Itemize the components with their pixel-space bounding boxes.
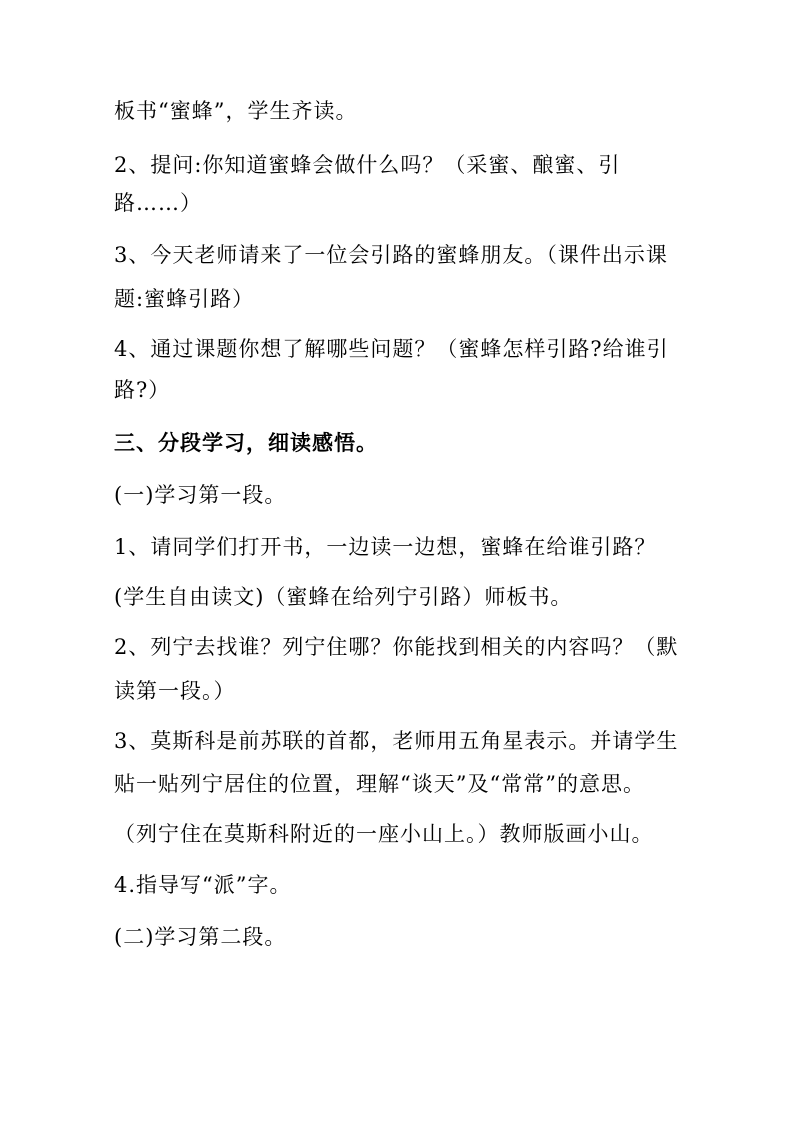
text-line: 读第一段。） (114, 679, 236, 703)
text-line: 路?） (114, 378, 171, 402)
text-line: 2、提问:你知道蜜蜂会做什么吗？（采蜜、酿蜜、引 (114, 153, 621, 177)
subsection-heading: (二)学习第二段。 (114, 925, 287, 949)
text-line: 板书“蜜蜂”，学生齐读。 (114, 99, 358, 123)
text-line: 3、今天老师请来了一位会引路的蜜蜂朋友。（课件出示课 (114, 243, 668, 267)
subsection-heading: (一)学习第一段。 (114, 483, 287, 507)
text-line: 4.指导写“派”字。 (114, 873, 292, 897)
text-line: （列宁住在莫斯科附近的一座小山上。）教师版画小山。 (114, 822, 654, 846)
text-line: 4、通过课题你想了解哪些问题？（蜜蜂怎样引路?给谁引 (114, 337, 669, 361)
text-line: 2、列宁去找谁？列宁住哪？你能找到相关的内容吗？（默 (114, 635, 679, 659)
section-heading: 三、分段学习，细读感悟。 (114, 430, 378, 455)
text-line: 题:蜜蜂引路） (114, 287, 255, 311)
text-line: 路……） (114, 191, 202, 215)
text-line: 贴一贴列宁居住的位置，理解“谈天”及“常常”的意思。 (114, 772, 645, 796)
text-line: (学生自由读文)（蜜蜂在给列宁引路）师板书。 (114, 585, 573, 609)
text-line: 1、请同学们打开书，一边读一边想，蜜蜂在给谁引路？ (114, 535, 657, 559)
text-line: 3、莫斯科是前苏联的首都，老师用五角星表示。并请学生 (114, 729, 679, 753)
